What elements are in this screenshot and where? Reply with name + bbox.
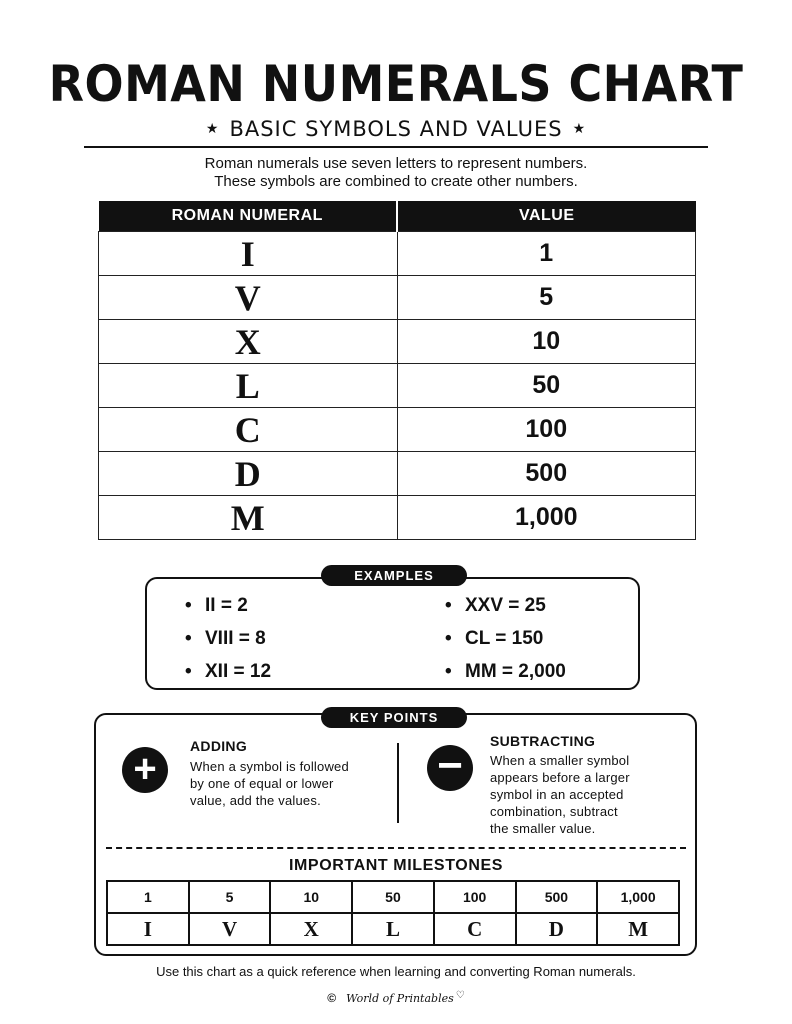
title-divider	[84, 146, 708, 148]
milestone-roman: D	[516, 913, 598, 945]
table-row	[99, 408, 696, 452]
header-value: VALUE	[397, 201, 696, 232]
example-text: VIII = 8	[205, 628, 266, 649]
page-title: ROMAN NUMERALS CHART	[48, 55, 744, 113]
milestone-roman: V	[189, 913, 271, 945]
roman-cell: L	[99, 364, 398, 408]
roman-cell: D	[99, 452, 398, 496]
milestone-number: 5	[189, 881, 271, 913]
subtitle-text: BASIC SYMBOLS AND VALUES	[229, 117, 563, 141]
bullet-icon: •	[445, 628, 452, 649]
value-cell: 1	[397, 232, 696, 276]
table-row	[99, 232, 696, 276]
intro-line-1: Roman numerals use seven letters to represent numbers.	[204, 155, 588, 172]
value-cell: 10	[397, 320, 696, 364]
adding-line: When a symbol is followed	[190, 759, 349, 774]
adding-heading: ADDING	[190, 738, 248, 754]
examples-list-right	[445, 589, 566, 688]
examples-list-left	[185, 589, 271, 688]
key-points-label: KEY POINTS	[321, 707, 467, 728]
example-text: XXV = 25	[465, 595, 546, 616]
subtracting-line: symbol in an accepted	[490, 787, 624, 802]
bullet-icon: •	[185, 661, 192, 682]
bullet-icon: •	[185, 595, 192, 616]
bullet-icon: •	[185, 628, 192, 649]
example-text: CL = 150	[465, 628, 544, 649]
subtracting-line: When a smaller symbol	[490, 753, 630, 768]
subtracting-line: the smaller value.	[490, 821, 596, 836]
intro-text	[0, 155, 792, 191]
header-roman-numeral: ROMAN NUMERAL	[99, 201, 398, 232]
example-text: XII = 12	[205, 661, 272, 682]
bullet-icon: •	[445, 595, 452, 616]
adding-line: by one of equal or lower	[190, 776, 334, 791]
roman-cell: I	[99, 232, 398, 276]
list-item	[445, 655, 566, 688]
milestone-number: 10	[270, 881, 352, 913]
heart-icon: ♡	[455, 990, 465, 1001]
intro-line-2: These symbols are combined to create other numbers.	[214, 173, 578, 190]
key-points-divider	[397, 743, 399, 823]
table-row	[99, 364, 696, 408]
milestone-number: 50	[352, 881, 434, 913]
star-icon-right: ★	[572, 121, 587, 137]
page-subtitle	[0, 114, 792, 147]
adding-description	[190, 758, 390, 809]
copyright-icon: ©	[327, 991, 337, 1005]
milestones-romans-row	[107, 913, 679, 945]
footer-note: Use this chart as a quick reference when learning and converting Roman numerals.	[156, 964, 636, 979]
roman-cell: X	[99, 320, 398, 364]
list-item	[445, 589, 566, 622]
milestone-roman: M	[597, 913, 679, 945]
subtracting-description	[490, 752, 690, 837]
brand-credit	[0, 991, 792, 1005]
milestone-number: 100	[434, 881, 516, 913]
subtracting-heading: SUBTRACTING	[490, 733, 596, 749]
value-cell: 5	[397, 276, 696, 320]
example-text: II = 2	[205, 595, 248, 616]
milestone-number: 1	[107, 881, 189, 913]
milestone-number: 500	[516, 881, 598, 913]
milestone-roman: I	[107, 913, 189, 945]
subtracting-line: appears before a larger	[490, 770, 630, 785]
value-cell: 100	[397, 408, 696, 452]
table-row	[99, 496, 696, 540]
star-icon-left: ★	[205, 121, 220, 137]
symbols-table	[98, 201, 696, 540]
table-row	[99, 320, 696, 364]
milestone-number: 1,000	[597, 881, 679, 913]
roman-cell: M	[99, 496, 398, 540]
adding-line: value, add the values.	[190, 793, 321, 808]
table-row	[99, 276, 696, 320]
milestone-roman: L	[352, 913, 434, 945]
value-cell: 1,000	[397, 496, 696, 540]
minus-circle-icon: −	[427, 745, 473, 791]
subtracting-line: combination, subtract	[490, 804, 618, 819]
table-row	[99, 452, 696, 496]
list-item	[185, 589, 271, 622]
list-item	[185, 622, 271, 655]
list-item	[185, 655, 271, 688]
example-text: MM = 2,000	[465, 661, 566, 682]
milestones-title: IMPORTANT MILESTONES	[288, 857, 504, 874]
milestones-table	[106, 880, 680, 946]
roman-cell: V	[99, 276, 398, 320]
bullet-icon: •	[445, 661, 452, 682]
value-cell: 500	[397, 452, 696, 496]
examples-label: EXAMPLES	[321, 565, 467, 586]
milestone-roman: X	[270, 913, 352, 945]
value-cell: 50	[397, 364, 696, 408]
milestone-roman: C	[434, 913, 516, 945]
brand-logo: World of Printables	[346, 992, 454, 1005]
list-item	[445, 622, 566, 655]
plus-circle-icon: +	[122, 747, 168, 793]
symbols-table-header	[99, 201, 696, 232]
dashed-divider	[106, 847, 686, 849]
milestones-numbers-row	[107, 881, 679, 913]
roman-cell: C	[99, 408, 398, 452]
